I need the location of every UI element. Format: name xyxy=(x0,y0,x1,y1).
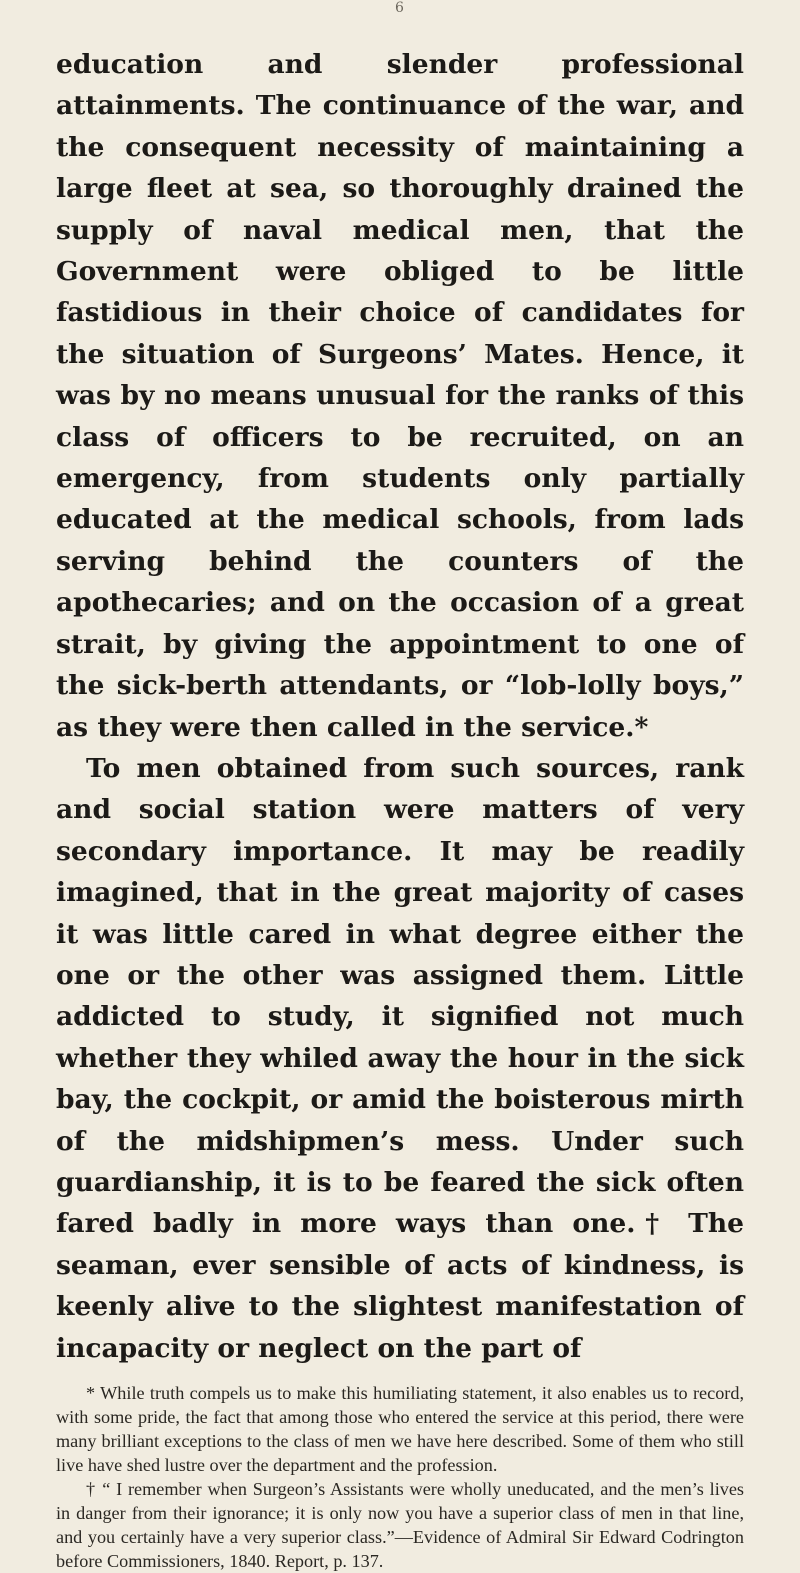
paragraph: To men obtained from such sources, rank and social station were matters of very secondary importance. It may be readily imagined, that in the great majority of cases it was little cared in what degree either the one or the other was assigned them. Little addicted to study, it signified not much whether they whiled away the hour in the sick bay, the cockpit, or amid the boisterous mirth of the midshipmen’s mess. Under such guardianship, it is to be feared the sick often fared badly in more ways than one.† The seaman, ever sensible of acts of kindness, is keenly alive to the slightest manifestation of incapacity or neglect on the part of xyxy=(56,752,744,1364)
footnote-asterisk: * While truth compels us to make this humiliating statement, it also enables us to record, with some pride, the fact that among those who entered the service at this period, there were many brilliant exceptions to the class of men we have here described. Some of them who still live have shed lustre over the department and the profession. xyxy=(56,1383,744,1475)
paragraph-continuation: education and slender professional attainments. The continuance of the war, and the consequent necessity of maintaining a large fleet at sea, so thoroughly drained the supply of naval medical men, that the Government were obliged to be little fastidious in their choice of candidates for the situation of Surgeons’ Mates. Hence, it was by no means unusual for the ranks of this class of officers to be recruited, on an emergency, from students only partially educated at the medical schools, from lads serving behind the counters of the apothecaries; and on the occasion of a great strait, by giving the appointment to one of the sick-berth attendants, or “lob-lolly boys,” as they were then called in the service.* xyxy=(56,49,744,743)
main-text xyxy=(56,44,744,1369)
page-top-mark: 6 xyxy=(395,0,404,16)
footnote-dagger: † “ I remember when Surgeon’s Assistants were wholly uneducated, and the men’s lives in danger from their ignorance; it is only now you have a superior class of men in that line, and you certainly have a very superior class.”—Evidence of Admiral Sir Edward Codrington before Commissioners, 1840. Report, p. 137. xyxy=(56,1479,744,1571)
